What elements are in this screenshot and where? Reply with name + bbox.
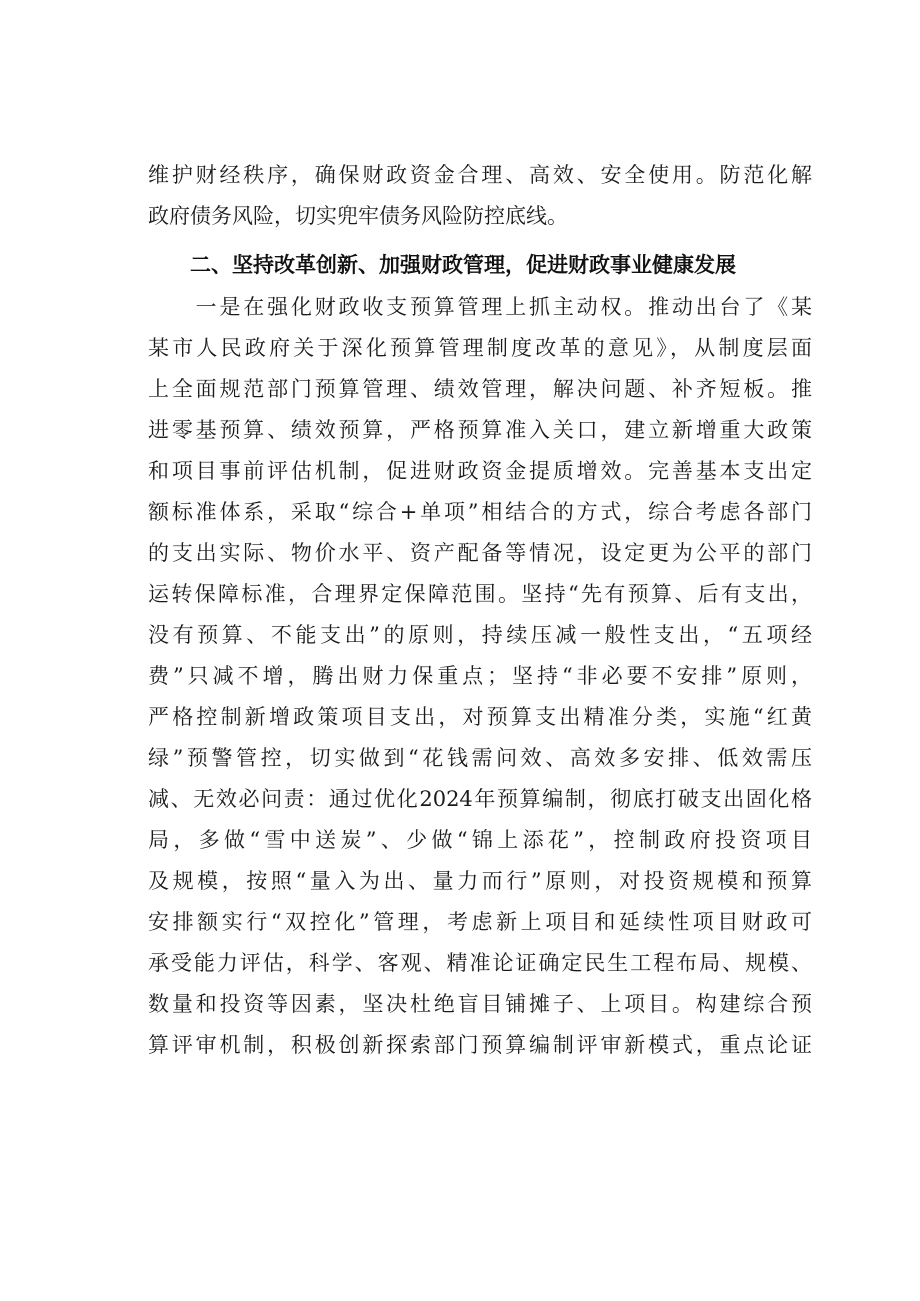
body-line: 一是在强化财政收支预算管理上抓主动权。推动出台了《某 [148, 295, 812, 319]
body-line: 算评审机制，积极创新探索部门预算编制评审新模式，重点论证 [148, 1033, 812, 1057]
body-paragraph [148, 287, 812, 1066]
body-line: 没有预算、不能支出”的原则，持续压减一般性支出，“五项经 [148, 623, 812, 647]
intro-line: 政府债务风险，切实兜牢债务风险防控底线。 [148, 204, 568, 228]
body-line: 费”只减不增，腾出财力保重点；坚持“非必要不安排”原则， [148, 664, 812, 688]
body-line: 绿”预警管控，切实做到“花钱需问效、高效多安排、低效需压 [148, 746, 812, 770]
body-line: 和项目事前评估机制，促进财政资金提质增效。完善基本支出定 [148, 459, 812, 483]
body-line: 上全面规范部门预算管理、绩效管理，解决问题、补齐短板。推 [148, 377, 812, 401]
body-line: 承受能力评估，科学、客观、精准论证确定民生工程布局、规模、 [148, 951, 812, 975]
intro-paragraph [148, 155, 812, 237]
body-line: 减、无效必问责：通过优化2024年预算编制，彻底打破支出固化格 [148, 787, 812, 811]
body-line: 某市人民政府关于深化预算管理制度改革的意见》，从制度层面 [148, 336, 812, 360]
body-line: 运转保障标准，合理界定保障范围。坚持“先有预算、后有支出， [148, 582, 812, 606]
body-line: 及规模，按照“量入为出、量力而行”原则，对投资规模和预算 [148, 869, 812, 893]
intro-line: 维护财经秩序，确保财政资金合理、高效、安全使用。防范化解 [148, 163, 812, 187]
body-line: 的支出实际、物价水平、资产配备等情况，设定更为公平的部门 [148, 541, 812, 565]
section-heading: 二、坚持改革创新、加强财政管理，促进财政事业健康发展 [190, 253, 736, 277]
body-line: 数量和投资等因素，坚决杜绝盲目铺摊子、上项目。构建综合预 [148, 992, 812, 1016]
body-line: 额标准体系，采取“综合+单项”相结合的方式，综合考虑各部门 [148, 500, 812, 524]
body-line: 进零基预算、绩效预算，严格预算准入关口，建立新增重大政策 [148, 418, 812, 442]
body-line: 严格控制新增政策项目支出，对预算支出精准分类，实施“红黄 [148, 705, 812, 729]
body-line: 局，多做“雪中送炭”、少做“锦上添花”，控制政府投资项目 [148, 828, 812, 852]
body-line: 安排额实行“双控化”管理，考虑新上项目和延续性项目财政可 [148, 910, 812, 934]
